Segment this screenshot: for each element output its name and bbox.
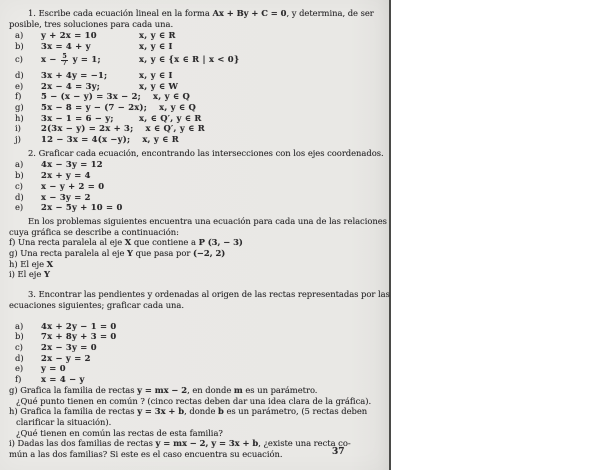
- equation: x − $\frac{5}{7}$ y = 1;: [41, 52, 101, 67]
- domain-constraint: x, y ∈ I: [139, 41, 173, 52]
- page-number: 37: [332, 447, 345, 457]
- text-line: [9, 385, 389, 396]
- equation: x − 3y = 2: [41, 191, 91, 202]
- text-line: [28, 8, 389, 19]
- equation: x − y + 2 = 0: [41, 180, 105, 191]
- equation: 3x − 1 = 6 − y;: [41, 112, 114, 123]
- item-label: e): [15, 80, 24, 91]
- body-text: posible, tres soluciones para cada una.: [9, 18, 174, 29]
- equation-item: [15, 170, 389, 181]
- body-text: ecuaciones siguientes; graficar cada una.: [9, 299, 185, 310]
- body-text: En los problemas siguientes encuentra una ecuación para cada una de las relaciones: [28, 215, 387, 226]
- equation-item: [15, 331, 389, 342]
- equation-item: [15, 363, 389, 374]
- item-label: g): [15, 101, 24, 112]
- equation: 2x − 5y + 10 = 0: [41, 202, 123, 213]
- math-text: (−2, 2): [192, 248, 226, 259]
- body-text: i) Dadas las dos familias de rectas: [9, 438, 156, 449]
- text-line: [28, 148, 389, 159]
- math-text: b: [218, 406, 224, 417]
- body-text: 3. Encontrar las pendientes y ordenadas al origen de las rectas representadas por las: [28, 289, 390, 300]
- equation: 2(3x − y) = 2x + 3;: [41, 123, 134, 134]
- body-text: h) Grafica la familia de rectas: [9, 406, 138, 417]
- equation-item: [15, 134, 389, 145]
- fraction-denominator: 7: [62, 59, 67, 67]
- equation: 2x − 4 = 3y;: [41, 80, 101, 91]
- text-line: [16, 428, 389, 439]
- math-text: m: [233, 384, 243, 395]
- equation: 2x − y = 2: [41, 352, 91, 363]
- math-text: Y: [43, 269, 50, 280]
- background-margin: [391, 0, 600, 470]
- equation: 3x = 4 + y: [41, 41, 91, 52]
- item-label: d): [15, 352, 24, 363]
- body-text: que pasa por: [132, 248, 193, 259]
- text-line: [9, 300, 389, 311]
- text-line: [28, 216, 389, 227]
- paragraph: [0, 289, 389, 310]
- text-line: [9, 227, 389, 238]
- body-text: 2. Graficar cada ecuación, encontrando las intersecciones con los ejes coordenados.: [28, 147, 384, 158]
- text-line: [9, 259, 389, 270]
- domain-constraint: x, y ∈ R: [142, 134, 179, 145]
- text-line: [9, 269, 389, 280]
- equation-item: [15, 159, 389, 170]
- equation: 4x + 2y − 1 = 0: [41, 320, 117, 331]
- body-text: es un parámetro.: [242, 384, 318, 395]
- text-line: [9, 248, 389, 259]
- paragraph: [0, 385, 389, 460]
- equation-item: [15, 321, 389, 332]
- body-text: g) Grafica la familia de rectas: [9, 384, 138, 395]
- item-label: c): [15, 180, 23, 191]
- item-label: b): [15, 170, 24, 181]
- equation-list: [0, 30, 389, 144]
- equation: 5x − 8 = y − (7 − 2x);: [41, 101, 148, 112]
- equation: y + 2x = 10: [41, 30, 97, 41]
- body-text: es un parámetro, (5 rectas deben: [223, 406, 368, 417]
- item-label: f): [15, 374, 22, 385]
- equation: 5 − (x − y) = 3x − 2;: [41, 91, 141, 102]
- domain-constraint: x, ∈ Q′, y ∈ R: [139, 112, 202, 123]
- item-label: a): [15, 159, 24, 170]
- document-content: [0, 5, 389, 460]
- body-text: mún a las dos familias? Si este es el caso encuentra su ecuación.: [9, 449, 283, 460]
- equation-item: [15, 54, 389, 67]
- item-label: e): [15, 363, 24, 374]
- item-label: b): [15, 41, 24, 52]
- equation-item: [15, 202, 389, 213]
- text-line: [16, 396, 389, 407]
- domain-constraint: x, y ∈ W: [139, 80, 179, 91]
- equation-list: [0, 321, 389, 385]
- item-label: d): [15, 69, 24, 80]
- equation-item: [15, 113, 389, 124]
- math-text: Ax + By + C = 0: [212, 8, 287, 18]
- math-text: X: [46, 258, 54, 269]
- body-text: f) Una recta paralela al eje: [9, 237, 125, 248]
- equation-item: [15, 342, 389, 353]
- fraction-numerator: 5: [62, 52, 67, 60]
- text-line: [9, 406, 389, 417]
- item-label: d): [15, 191, 24, 202]
- math-text: y = 3x + b: [137, 406, 185, 417]
- equation-item: [15, 30, 389, 41]
- body-text: clarificar la situación).: [16, 416, 112, 427]
- equation: 4x − 3y = 12: [41, 159, 103, 170]
- equation-item: [15, 70, 389, 81]
- equation-item: [15, 41, 389, 52]
- item-label: b): [15, 331, 24, 342]
- item-label: c): [15, 53, 23, 64]
- domain-constraint: x, y ∈ {x ∈ R | x < 0}: [139, 53, 240, 64]
- equation: 7x + 8y + 3 = 0: [41, 331, 117, 342]
- math-text: y = mx − 2, y = 3x + b: [155, 438, 259, 449]
- equation-item: [15, 192, 389, 203]
- body-text: ¿Qué tienen en común las rectas de esta familia?: [16, 427, 223, 438]
- body-text: que contiene a: [131, 237, 199, 248]
- item-label: a): [15, 320, 24, 331]
- equation: x = 4 − y: [41, 374, 85, 385]
- equation: y = 0: [41, 363, 66, 374]
- math-text: y = mx − 2: [137, 384, 188, 395]
- domain-constraint: x, y ∈ Q: [153, 91, 191, 102]
- item-label: f): [15, 91, 22, 102]
- equation-item: [15, 181, 389, 192]
- body-text: ¿Qué punto tienen en común ? (cinco rectas deben dar una idea clara de la gráfica).: [16, 395, 372, 406]
- text-line: [28, 289, 389, 300]
- text-line: [9, 19, 389, 30]
- body-text: , en donde: [187, 384, 234, 395]
- text-line: [16, 417, 389, 428]
- body-text: , donde: [184, 406, 219, 417]
- equation-item: [15, 353, 389, 364]
- equation-item: [15, 91, 389, 102]
- domain-constraint: x, y ∈ R: [139, 30, 176, 41]
- item-label: h): [15, 112, 24, 123]
- paragraph: [0, 8, 389, 29]
- body-text: , y determina, de ser: [286, 8, 374, 18]
- equation: 12 − 3x = 4(x −y);: [41, 134, 131, 145]
- equation: 3x + 4y = −1;: [41, 69, 108, 80]
- text-line: [9, 237, 389, 248]
- fraction: [61, 54, 69, 67]
- math-text: Y: [127, 248, 133, 259]
- item-label: e): [15, 202, 24, 213]
- item-label: c): [15, 341, 23, 352]
- item-label: j): [15, 134, 21, 145]
- equation-item: [15, 102, 389, 113]
- body-text: h) El eje: [9, 258, 47, 269]
- body-text: cuya gráfica se describe a continuación:: [9, 226, 179, 237]
- equation-item: [15, 123, 389, 134]
- equation-list: [0, 159, 389, 213]
- domain-constraint: x, y ∈ I: [139, 69, 173, 80]
- body-text: , ¿existe una recta co-: [258, 438, 351, 449]
- body-text: g) Una recta paralela al eje: [9, 248, 128, 259]
- body-text: i) El eje: [9, 269, 44, 280]
- item-label: i): [15, 123, 21, 134]
- paragraph: [0, 216, 389, 237]
- math-text: P (3, − 3): [198, 237, 243, 248]
- body-text: 1. Escribe cada ecuación lineal en la forma: [28, 8, 213, 18]
- equation: 2x + y = 4: [41, 170, 91, 181]
- paragraph: [0, 148, 389, 159]
- domain-constraint: x ∈ Q′, y ∈ R: [145, 123, 205, 134]
- math-text: X: [124, 237, 132, 248]
- equation: 2x − 3y = 0: [41, 341, 97, 352]
- paragraph: [0, 237, 389, 280]
- item-label: a): [15, 30, 24, 41]
- equation-item: [15, 81, 389, 92]
- domain-constraint: x, y ∈ Q: [159, 101, 197, 112]
- equation-item: [15, 374, 389, 385]
